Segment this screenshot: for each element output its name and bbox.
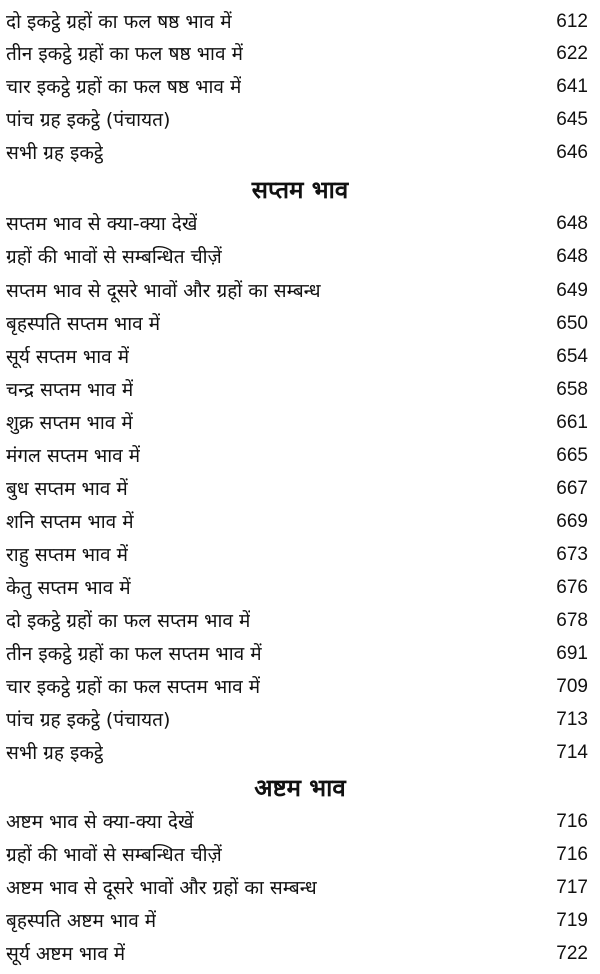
entry-page-number: 716 bbox=[556, 844, 588, 865]
entry-page-number: 658 bbox=[556, 379, 588, 400]
entry-title: तीन इकट्ठे ग्रहों का फल सप्तम भाव में bbox=[6, 643, 262, 665]
entry-page-number: 622 bbox=[556, 43, 588, 64]
toc-entry bbox=[6, 275, 588, 307]
toc-entry bbox=[6, 506, 588, 538]
entry-page-number: 713 bbox=[556, 709, 588, 730]
toc-entry bbox=[6, 374, 588, 406]
entry-page-number: 648 bbox=[556, 213, 588, 234]
toc-entry bbox=[6, 872, 588, 904]
section-heading: अष्टम भाव bbox=[254, 774, 346, 802]
entry-title: शनि सप्तम भाव में bbox=[6, 511, 134, 533]
entry-page-number: 691 bbox=[556, 643, 588, 664]
entry-title: सभी ग्रह इकट्ठे bbox=[6, 742, 104, 764]
toc-entry bbox=[6, 208, 588, 240]
toc-entry bbox=[6, 539, 588, 571]
entry-title: बुध सप्तम भाव में bbox=[6, 478, 128, 500]
entry-title: बृहस्पति सप्तम भाव में bbox=[6, 313, 161, 335]
toc-entry bbox=[6, 905, 588, 937]
entry-title: ग्रहों की भावों से सम्बन्धित चीज़ें bbox=[6, 246, 222, 268]
section-heading: सप्तम भाव bbox=[251, 176, 349, 204]
entry-title: चार इकट्ठे ग्रहों का फल षष्ठ भाव में bbox=[6, 76, 242, 98]
entry-page-number: 661 bbox=[556, 412, 588, 433]
entry-page-number: 716 bbox=[556, 811, 588, 832]
entry-title: शुक्र सप्तम भाव में bbox=[6, 412, 133, 434]
toc-entry bbox=[6, 938, 588, 970]
entry-page-number: 673 bbox=[556, 544, 588, 565]
entry-page-number: 669 bbox=[556, 511, 588, 532]
toc-entry bbox=[6, 638, 588, 670]
entry-page-number: 654 bbox=[556, 346, 588, 367]
toc-entry bbox=[6, 38, 588, 70]
entry-page-number: 641 bbox=[556, 76, 588, 97]
entry-page-number: 665 bbox=[556, 445, 588, 466]
toc-entry bbox=[6, 440, 588, 472]
entry-title: दो इकट्ठे ग्रहों का फल षष्ठ भाव में bbox=[6, 11, 232, 33]
toc-entry bbox=[6, 671, 588, 703]
entry-page-number: 650 bbox=[556, 313, 588, 334]
entry-title: सूर्य सप्तम भाव में bbox=[6, 346, 130, 368]
entry-page-number: 722 bbox=[556, 943, 588, 964]
entry-title: राहु सप्तम भाव में bbox=[6, 544, 128, 566]
entry-page-number: 667 bbox=[556, 478, 588, 499]
entry-page-number: 649 bbox=[556, 280, 588, 301]
toc-entry bbox=[6, 572, 588, 604]
entry-page-number: 678 bbox=[556, 610, 588, 631]
toc-entry bbox=[6, 839, 588, 871]
entry-title: अष्टम भाव से दूसरे भावों और ग्रहों का सम्बन्ध bbox=[6, 877, 317, 899]
toc-entry bbox=[6, 241, 588, 273]
entry-page-number: 645 bbox=[556, 109, 588, 130]
entry-page-number: 646 bbox=[556, 142, 588, 163]
entry-page-number: 709 bbox=[556, 676, 588, 697]
entry-page-number: 612 bbox=[556, 11, 588, 32]
toc-entry bbox=[6, 341, 588, 373]
entry-title: बृहस्पति अष्टम भाव में bbox=[6, 910, 157, 932]
toc-entry bbox=[6, 137, 588, 169]
toc-entry bbox=[6, 806, 588, 838]
toc-entry bbox=[6, 308, 588, 340]
toc-entry bbox=[6, 605, 588, 637]
entry-title: सप्तम भाव से दूसरे भावों और ग्रहों का सम्बन्ध bbox=[6, 280, 321, 302]
entry-title: ग्रहों की भावों से सम्बन्धित चीज़ें bbox=[6, 844, 222, 866]
entry-page-number: 719 bbox=[556, 910, 588, 931]
toc-entry bbox=[6, 71, 588, 103]
entry-title: तीन इकट्ठे ग्रहों का फल षष्ठ भाव में bbox=[6, 43, 243, 65]
entry-title: पांच ग्रह इकट्ठे (पंचायत) bbox=[6, 709, 171, 731]
toc-entry bbox=[6, 104, 588, 136]
toc-entry bbox=[6, 407, 588, 439]
entry-title: सभी ग्रह इकट्ठे bbox=[6, 142, 104, 164]
entry-page-number: 648 bbox=[556, 246, 588, 267]
entry-page-number: 717 bbox=[556, 877, 588, 898]
entry-page-number: 714 bbox=[556, 742, 588, 763]
entry-page-number: 676 bbox=[556, 577, 588, 598]
entry-title: अष्टम भाव से क्या-क्या देखें bbox=[6, 811, 194, 833]
entry-title: चन्द्र सप्तम भाव में bbox=[6, 379, 134, 401]
entry-title: सूर्य अष्टम भाव में bbox=[6, 943, 126, 965]
entry-title: दो इकट्ठे ग्रहों का फल सप्तम भाव में bbox=[6, 610, 251, 632]
toc-entry bbox=[6, 473, 588, 505]
entry-title: सप्तम भाव से क्या-क्या देखें bbox=[6, 213, 198, 235]
entry-title: मंगल सप्तम भाव में bbox=[6, 445, 141, 467]
entry-title: केतु सप्तम भाव में bbox=[6, 577, 131, 599]
entry-title: पांच ग्रह इकट्ठे (पंचायत) bbox=[6, 109, 171, 131]
entry-title: चार इकट्ठे ग्रहों का फल सप्तम भाव में bbox=[6, 676, 261, 698]
toc-entry bbox=[6, 704, 588, 736]
toc-entry bbox=[6, 737, 588, 769]
toc-entry bbox=[6, 6, 588, 38]
